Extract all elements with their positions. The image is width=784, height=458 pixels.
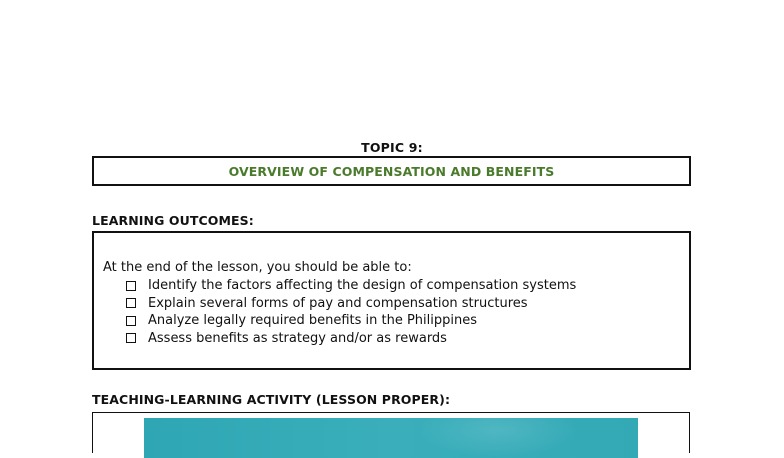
learning-outcomes-box — [92, 231, 691, 370]
teaching-learning-heading: TEACHING-LEARNING ACTIVITY (LESSON PROPER): — [92, 392, 451, 407]
topic-title-box — [92, 156, 691, 186]
list-item — [126, 330, 576, 348]
outcome-text: Identify the factors affecting the design of compensation systems — [148, 278, 577, 294]
outcomes-intro: At the end of the lesson, you should be able to: — [103, 260, 412, 275]
teaching-learning-box — [92, 412, 690, 453]
outcome-list — [126, 277, 576, 347]
outcome-text: Assess benefits as strategy and/or as rewards — [148, 330, 447, 346]
list-item — [126, 312, 576, 330]
learning-outcomes-heading: LEARNING OUTCOMES: — [92, 213, 254, 228]
checkbox-icon — [126, 298, 136, 308]
checkbox-icon — [126, 316, 136, 326]
outcome-text: Explain several forms of pay and compensation structures — [148, 295, 528, 311]
checkbox-icon — [126, 281, 136, 291]
outcome-text: Analyze legally required benefits in the Philippines — [148, 313, 478, 329]
topic-label: TOPIC 9: — [361, 140, 423, 155]
lesson-banner-image — [144, 418, 638, 458]
topic-title: OVERVIEW OF COMPENSATION AND BENEFITS — [228, 163, 555, 179]
checkbox-icon — [126, 333, 136, 343]
list-item — [126, 295, 576, 313]
list-item — [126, 277, 576, 295]
